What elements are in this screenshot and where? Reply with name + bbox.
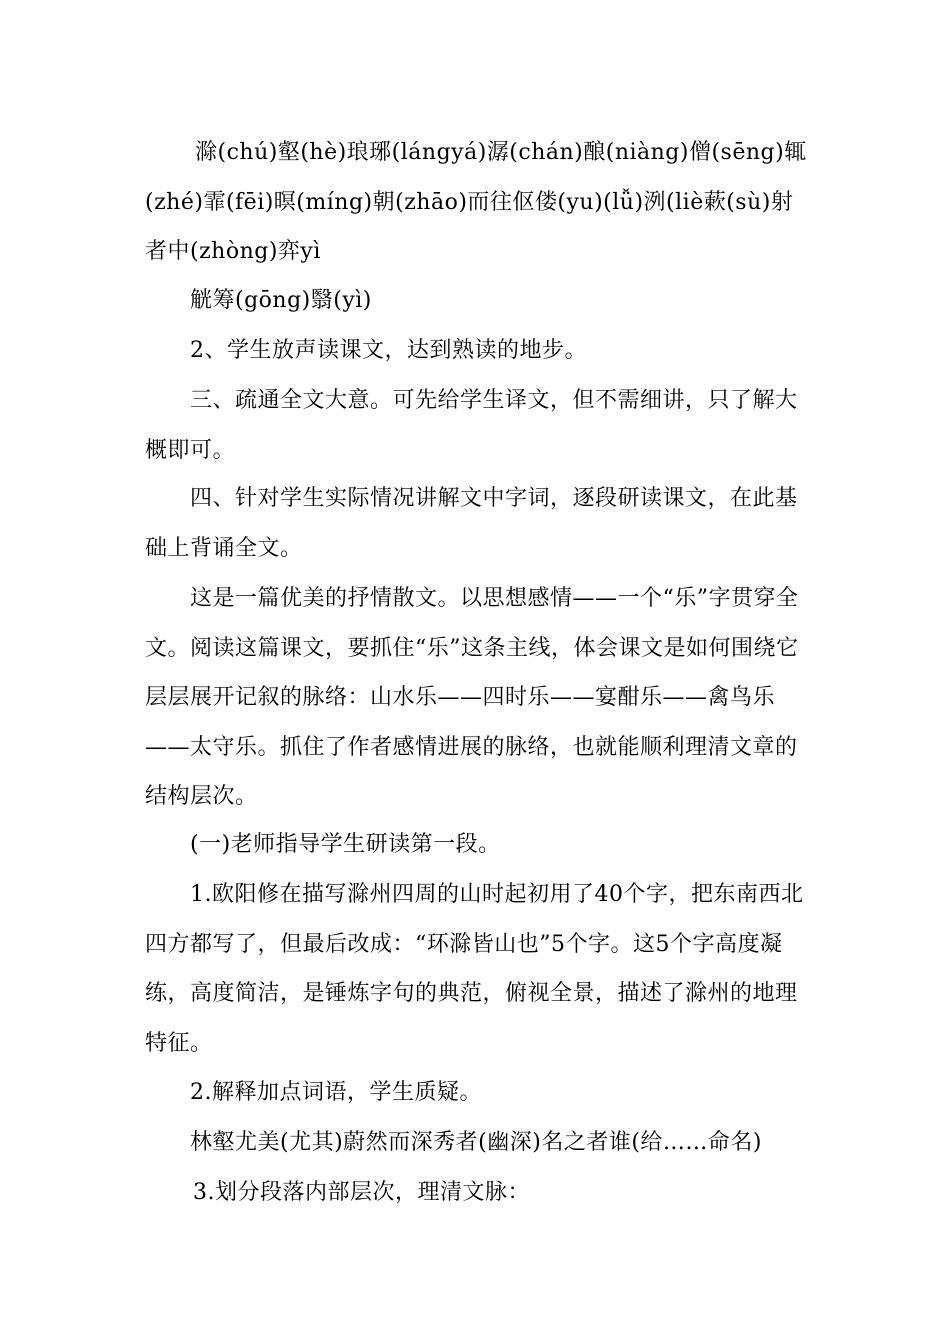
theme-analysis-paragraph: 这是一篇优美的抒情散文。以思想感情——一个“乐”字贯穿全文。阅读这篇课文，要抓住“乐”这条主线，体会课文是如何围绕它层层展开记叙的脉络：山水乐——四时乐——宴酣乐——禽鸟乐——太守乐。抓住了作者感情进展的脉络，也就能顺利理清文章的结构层次。	[145, 586, 799, 809]
section-3-paragraph: 三、疏通全文大意。可先给学生译文，但不需细讲，只了解大概即可。	[145, 388, 798, 463]
point-2-paragraph: 2.解释加点词语，学生质疑。	[190, 1080, 482, 1105]
pinyin-annotation-paragraph: 滁(chú)壑(hè)琅琊(lángyá)潺(chán)酿(niàng)僧(sēng)辄(zhé)霏(fēi)暝(míng)朝(zhāo)而往伛偻(yu)(lǚ)洌(liè蔌(sù)射者中(zhòng)弈yì	[145, 140, 807, 264]
point-1-paragraph: 1.欧阳修在描写滁州四周的山时起初用了40个字，把东南西北四方都写了，但最后改成：“环滁皆山也”5个字。这5个字高度凝练，高度简洁，是锤炼字句的典范，俯视全景，描述了滁州的地理特征。	[145, 882, 804, 1056]
subsection-1-heading: (一)老师指导学生研读第一段。	[190, 832, 501, 857]
step-2-paragraph: 2、学生放声读课文，达到熟读的地步。	[190, 338, 587, 363]
section-4-paragraph: 四、针对学生实际情况讲解文中字词，逐段研读课文，在此基础上背诵全文。	[145, 486, 798, 561]
vocabulary-notes-paragraph: 林壑尤美(尤其)蔚然而深秀者(幽深)名之者谁(给……命名)	[190, 1130, 762, 1155]
point-3-paragraph: 3.划分段落内部层次，理清文脉：	[193, 1180, 530, 1205]
pinyin-annotation-continuation: 觥筹(gōng)翳(yì)	[190, 288, 372, 313]
